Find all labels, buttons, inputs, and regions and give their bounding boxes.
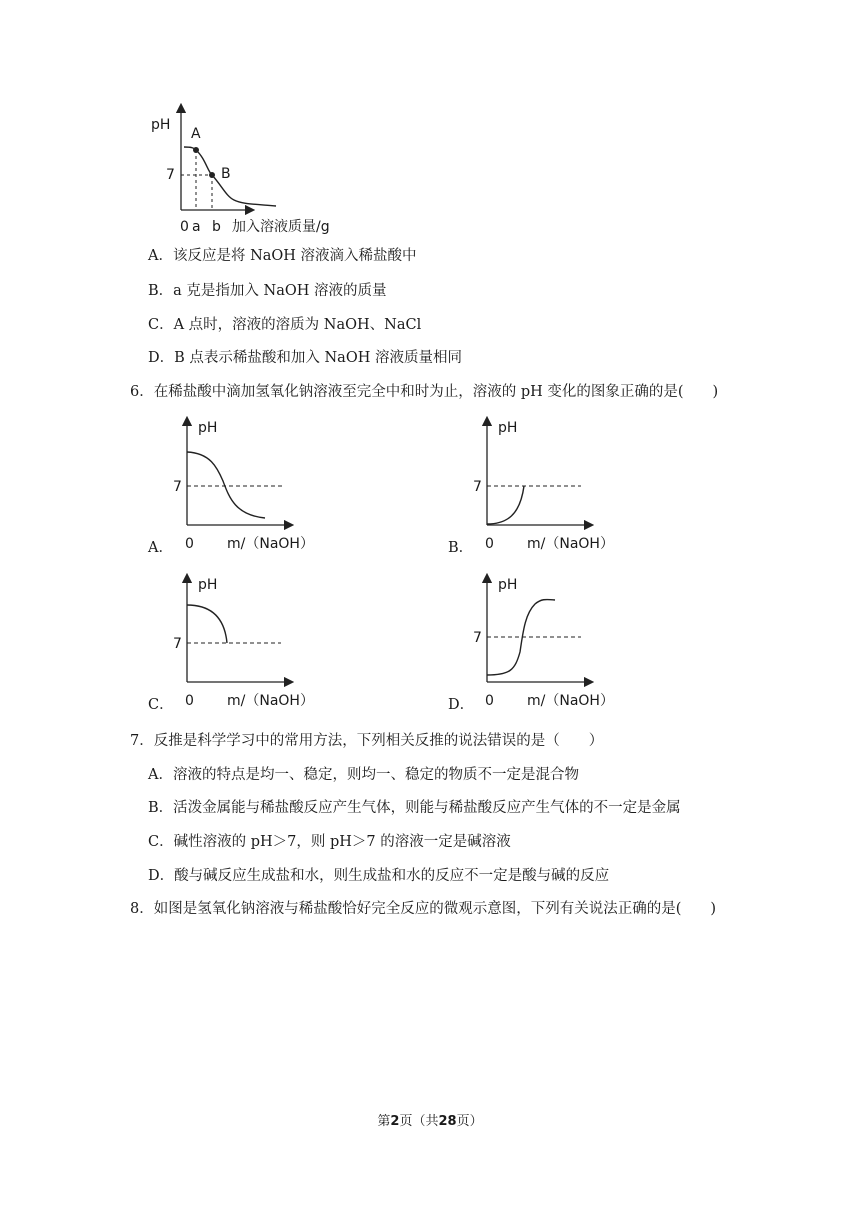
top-ph-graph <box>150 100 350 240</box>
q5-option-c: C．A 点时，溶液的溶质为 NaOH、NaCl <box>148 317 422 333</box>
q6-graph-a <box>165 415 325 555</box>
origin-label: 0 <box>485 536 494 552</box>
q5-option-a: A．该反应是将 NaOH 溶液滴入稀盐酸中 <box>148 248 417 264</box>
seven-tick-label: 7 <box>166 167 175 183</box>
q7-option-d: D．酸与碱反应生成盐和水，则生成盐和水的反应不一定是酸与碱的反应 <box>148 868 610 884</box>
q6-graph-d <box>465 572 625 712</box>
q8-stem: 8．如图是氢氧化钠溶液与稀盐酸恰好完全反应的微观示意图，下列有关说法正确的是( ) <box>130 901 717 917</box>
page-footer <box>0 1110 860 1129</box>
q6-option-c-letter: C． <box>148 697 174 713</box>
point-b <box>209 172 215 178</box>
seven-tick-label: 7 <box>473 479 482 495</box>
y-axis-label: pH <box>198 577 218 593</box>
q6-option-a-letter: A． <box>148 540 173 556</box>
point-b-label: B <box>221 166 231 182</box>
x-axis-label: 加入溶液质量/g <box>232 219 330 235</box>
y-axis-label: pH <box>198 420 218 436</box>
q7-option-c: C．碱性溶液的 pH＞7，则 pH＞7 的溶液一定是碱溶液 <box>148 834 511 850</box>
q7-option-a: A．溶液的特点是均一、稳定，则均一、稳定的物质不一定是混合物 <box>148 767 579 783</box>
footer-prefix: 第 <box>377 1114 391 1129</box>
origin-label: 0 <box>485 693 494 709</box>
q7-option-b: B．活泼金属能与稀盐酸反应产生气体，则能与稀盐酸反应产生气体的不一定是金属 <box>148 800 681 816</box>
seven-tick-label: 7 <box>473 630 482 646</box>
y-axis-label: pH <box>498 577 518 593</box>
x-axis-label: m/（NaOH） <box>527 536 614 552</box>
seven-tick-label: 7 <box>173 479 182 495</box>
ph-curve <box>187 605 227 643</box>
q6-graph-c <box>165 572 325 712</box>
q6-stem: 6．在稀盐酸中滴加氢氧化钠溶液至完全中和时为止，溶液的 pH 变化的图象正确的是( ) <box>130 384 719 400</box>
q5-option-d: D．B 点表示稀盐酸和加入 NaOH 溶液质量相同 <box>148 350 462 366</box>
q7-stem: 7．反推是科学学习中的常用方法，下列相关反推的说法错误的是（ ） <box>130 733 604 749</box>
footer-middle: 页（共 <box>399 1114 439 1129</box>
q6-option-b-letter: B． <box>448 540 474 556</box>
footer-suffix: 页） <box>456 1114 483 1129</box>
q6-graph-b <box>465 415 625 555</box>
ph-curve <box>187 452 265 518</box>
x-axis-label: m/（NaOH） <box>227 693 314 709</box>
footer-total-pages: 28 <box>438 1114 457 1129</box>
q6-option-d-letter: D． <box>448 697 475 713</box>
origin-label: 0 <box>185 536 194 552</box>
tick-a: a <box>192 219 201 235</box>
seven-tick-label: 7 <box>173 636 182 652</box>
point-a-label: A <box>191 126 201 142</box>
tick-b: b <box>212 219 221 235</box>
tick-zero: 0 <box>180 219 189 235</box>
x-axis-label: m/（NaOH） <box>227 536 314 552</box>
x-axis-label: m/（NaOH） <box>527 693 614 709</box>
point-a <box>193 147 199 153</box>
y-axis-label: pH <box>498 420 518 436</box>
y-axis-label: pH <box>151 117 171 133</box>
footer-page-number: 2 <box>390 1114 400 1129</box>
origin-label: 0 <box>185 693 194 709</box>
ph-curve <box>487 486 524 524</box>
q5-option-b: B．a 克是指加入 NaOH 溶液的质量 <box>148 283 387 299</box>
